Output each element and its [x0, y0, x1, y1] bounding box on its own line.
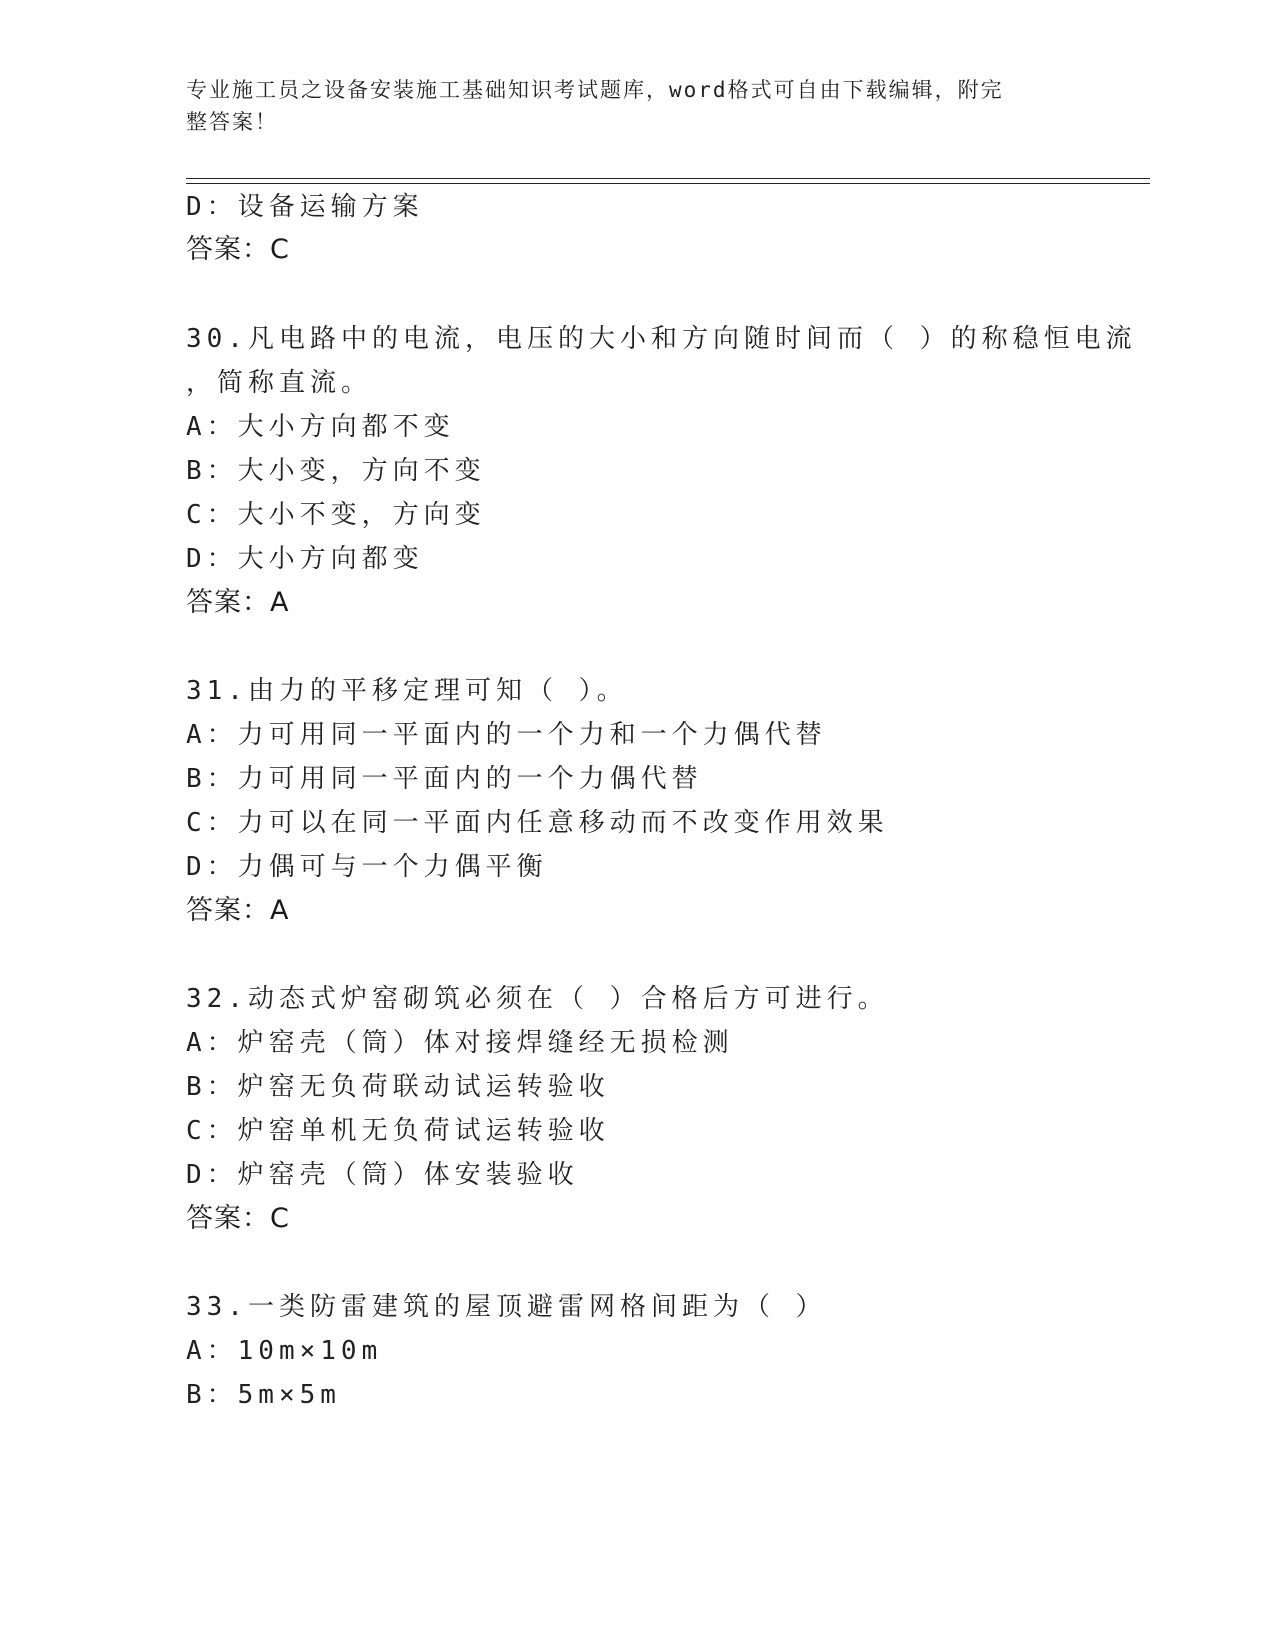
q33-option-b: B：5m×5m — [186, 1380, 341, 1410]
q32-stem: 32.动态式炉窑砌筑必须在（ ）合格后方可进行。 — [186, 984, 889, 1014]
q33-option-a: A：10m×10m — [186, 1336, 383, 1366]
header-line-2: 整答案！ — [186, 110, 278, 134]
q30-option-a: A：大小方向都不变 — [186, 412, 455, 442]
q31-option-b: B：力可用同一平面内的一个力偶代替 — [186, 764, 703, 794]
q30-option-d: D：大小方向都变 — [186, 544, 424, 574]
q31-option-a: A：力可用同一平面内的一个力和一个力偶代替 — [186, 720, 827, 750]
q32-option-a: A：炉窑壳（筒）体对接焊缝经无损检测 — [186, 1028, 734, 1058]
q30-answer: 答案：A — [186, 587, 290, 618]
q30-stem-line1: 30.凡电路中的电流，电压的大小和方向随时间而（ ）的称稳恒电流 — [186, 324, 1137, 354]
header-divider-top — [186, 178, 1150, 179]
q32-option-b: B：炉窑无负荷联动试运转验收 — [186, 1072, 610, 1102]
q31-option-c: C：力可以在同一平面内任意移动而不改变作用效果 — [186, 808, 889, 838]
q30-option-c: C：大小不变，方向变 — [186, 500, 486, 530]
q30-stem-line2: ，简称直流。 — [186, 368, 373, 398]
document-header — [186, 74, 1066, 138]
q31-stem: 31.由力的平移定理可知（ ）。 — [186, 676, 628, 706]
q31-option-d: D：力偶可与一个力偶平衡 — [186, 852, 548, 882]
q29-answer: 答案：C — [186, 234, 290, 265]
q32-answer: 答案：C — [186, 1203, 290, 1234]
header-line-1: 专业施工员之设备安装施工基础知识考试题库，word格式可自由下载编辑，附完 — [186, 78, 1004, 102]
q33-stem: 33.一类防雷建筑的屋顶避雷网格间距为（ ） — [186, 1292, 827, 1322]
q31-answer: 答案：A — [186, 895, 290, 926]
q29-option-d: D：设备运输方案 — [186, 192, 424, 222]
header-divider-bottom — [186, 183, 1150, 184]
q30-option-b: B：大小变，方向不变 — [186, 456, 486, 486]
q32-option-d: D：炉窑壳（筒）体安装验收 — [186, 1160, 579, 1190]
q32-option-c: C：炉窑单机无负荷试运转验收 — [186, 1116, 610, 1146]
